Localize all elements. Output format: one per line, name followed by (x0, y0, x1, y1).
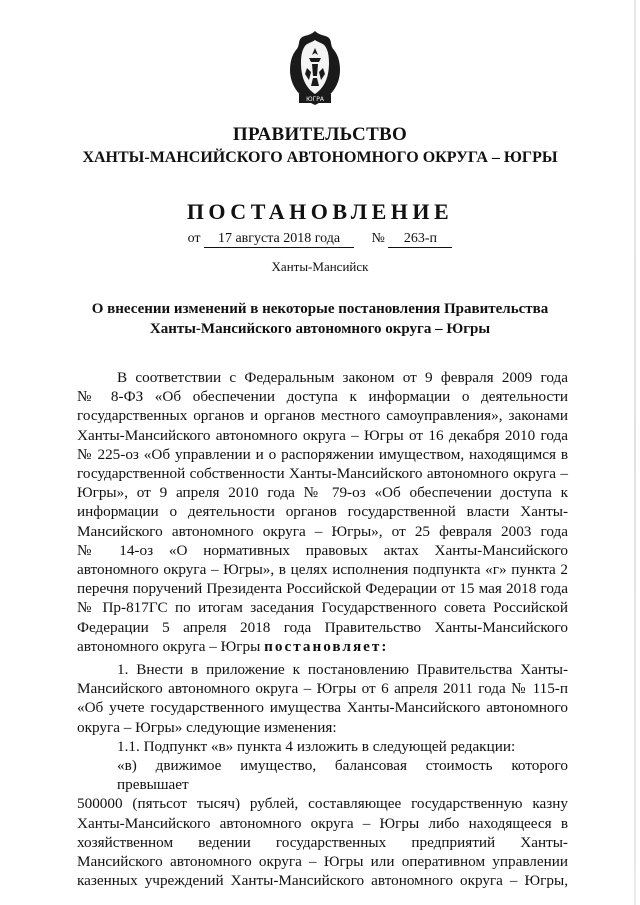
text-line: государственной собственности Ханты-Мансийского автономного округа – (77, 465, 568, 483)
text-line (77, 637, 568, 656)
preamble-paragraph (77, 368, 568, 656)
text-line: В соответствии с Федеральным законом от 9 февраля 2009 года (117, 369, 568, 386)
text-line: № 8-ФЗ «Об обеспечении доступа к информации о деятельности (77, 388, 568, 406)
text-line: Ханты-Мансийского автономного округа – Югры либо находящееся в (77, 814, 568, 832)
document-date: 17 августа 2018 года (204, 231, 354, 248)
coat-of-arms-icon (282, 28, 348, 110)
text-line: «Об учете государственного имущества Ханты-Мансийского автономного (77, 699, 568, 717)
resolves-word: постановляет: (264, 637, 389, 655)
subject-line-2: Ханты-Мансийского автономного округа – Югры (149, 321, 491, 337)
government-subtitle: ХАНТЫ-МАНСИЙСКОГО АВТОНОМНОГО ОКРУГА – ЮГРЫ (82, 149, 558, 166)
city: Ханты-Мансийск (271, 259, 369, 274)
text-line: Мансийского автономного округа – Югры», от 25 февраля 2003 года (77, 522, 568, 540)
text-line: автономного округа – Югры», в целях исполнения подпункта «г» пункта 2 (77, 561, 568, 579)
text-fragment: автономного округа – Югры (77, 637, 261, 655)
document-number: 263-п (388, 231, 452, 248)
number-prefix: № (371, 231, 385, 246)
text-line: перечня поручений Президента Российской Федерации от 15 мая 2018 года (77, 580, 568, 598)
text-line: Ханты-Мансийского автономного округа – Югры от 16 декабря 2010 года (77, 426, 568, 444)
text-line: Федерации 5 апреля 2018 года Правительство Ханты-Мансийского (77, 618, 568, 636)
date-prefix: от (187, 231, 201, 246)
text-line: хозяйственном ведении государственных предприятий Ханты- (77, 833, 568, 851)
text-line: 1. Внести в приложение к постановлению Правительства Ханты- (117, 661, 568, 678)
text-line: информации о деятельности органов государственной власти Ханты- (77, 503, 568, 521)
date-number-line (0, 231, 640, 248)
text-line: № Пр-817ГС по итогам заседания Государственного совета Российской (77, 599, 568, 617)
text-line: государственных органов и органов местного самоуправления», законами (77, 407, 568, 425)
text-line: № 225-оз «Об управлении и о распоряжении имуществом, находящимся в (77, 445, 568, 463)
text-line: Югры», от 9 апреля 2010 года № 79-оз «Об обеспечении доступа к (77, 484, 568, 502)
text-line: Мансийского автономного округа – Югры или оперативном управлении (77, 853, 568, 871)
text-line: казенных учреждений Ханты-Мансийского автономного округа – Югры, (77, 872, 568, 890)
amendment-paragraph (77, 660, 568, 890)
text-line: «в) движимое имущество, балансовая стоимость которого превышает (117, 757, 568, 794)
text-line: округа – Югры» следующие изменения: (77, 718, 337, 736)
subject-line-1: О внесении изменений в некоторые постановления Правительства (91, 301, 549, 317)
text-line: № 14-оз «О нормативных правовых актах Ханты-Мансийского (77, 541, 568, 559)
text-line: 500000 (пятьсот тысяч) рублей, составляющее государственную казну (77, 795, 568, 813)
government-title: ПРАВИТЕЛЬСТВО (232, 124, 408, 145)
text-line: 1.1. Подпункт «в» пункта 4 изложить в следующей редакции: (117, 737, 516, 755)
document-type: ПОСТАНОВЛЕНИЕ (186, 199, 454, 224)
text-line: Мансийского автономного округа – Югры от 6 апреля 2011 года № 115-п (77, 680, 568, 698)
emblem-label: ЮГРА (306, 96, 324, 103)
